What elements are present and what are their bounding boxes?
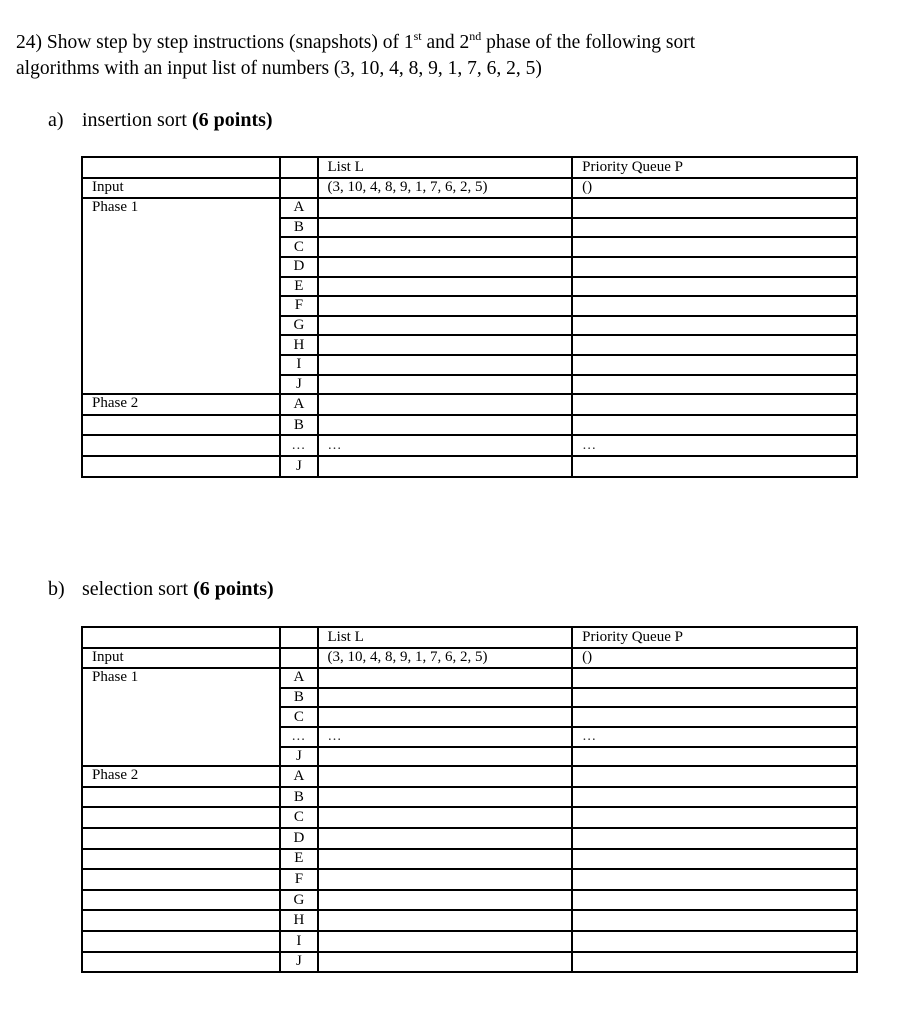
table-row: B [82,415,857,436]
table-row: C [82,807,857,828]
header-pq: Priority Queue P [572,157,857,178]
table-row: E [82,277,857,297]
header-list: List L [318,157,573,178]
table-row: J [82,375,857,395]
table-row: E [82,849,857,870]
table-row: F [82,296,857,316]
header-list: List L [318,627,573,648]
question-number: 24) [16,32,42,53]
insertion-sort-table [81,156,858,478]
table-row: B [82,218,857,238]
table-row: C [82,237,857,257]
table-row: Input (3, 10, 4, 8, 9, 1, 7, 6, 2, 5) () [82,648,857,669]
table-row: … … … [82,435,857,456]
table-row: I [82,931,857,952]
table-row: Phase 2 A [82,394,857,415]
table-row: I [82,355,857,375]
table-row: J [82,747,857,767]
header-pq: Priority Queue P [572,627,857,648]
table-row: H [82,335,857,355]
table-row: … … … [82,727,857,747]
table-row: Phase 1 A [82,668,857,688]
table-row: F [82,869,857,890]
table-row: C [82,707,857,727]
table-row: H [82,910,857,931]
table-row: Phase 1 A [82,198,857,218]
table-row: Phase 2 A [82,766,857,787]
question-text: 24) Show step by step instructions (snapshots) of 1st and 2nd phase of the following sort algorithms with an input list of numbers (3, 10, 4, 8, 9, 1, 7, 6, 2, 5) [16,28,696,79]
table-row: B [82,787,857,808]
table-row: D [82,257,857,277]
input-list: (3, 10, 4, 8, 9, 1, 7, 6, 2, 5) [318,178,573,199]
table-row: J [82,952,857,973]
part-a-heading: a) insertion sort (6 points) [48,109,273,131]
table-row [82,627,857,648]
input-pq: () [572,648,857,669]
table-row: G [82,890,857,911]
input-pq: () [572,178,857,199]
table-row: Input (3, 10, 4, 8, 9, 1, 7, 6, 2, 5) () [82,178,857,199]
table-row: G [82,316,857,336]
table-row: J [82,456,857,477]
table-row: D [82,828,857,849]
input-list: (3, 10, 4, 8, 9, 1, 7, 6, 2, 5) [318,648,573,669]
part-b-heading: b) selection sort (6 points) [48,578,274,600]
table-row: B [82,688,857,708]
selection-sort-table [81,626,858,973]
table-row [82,157,857,178]
